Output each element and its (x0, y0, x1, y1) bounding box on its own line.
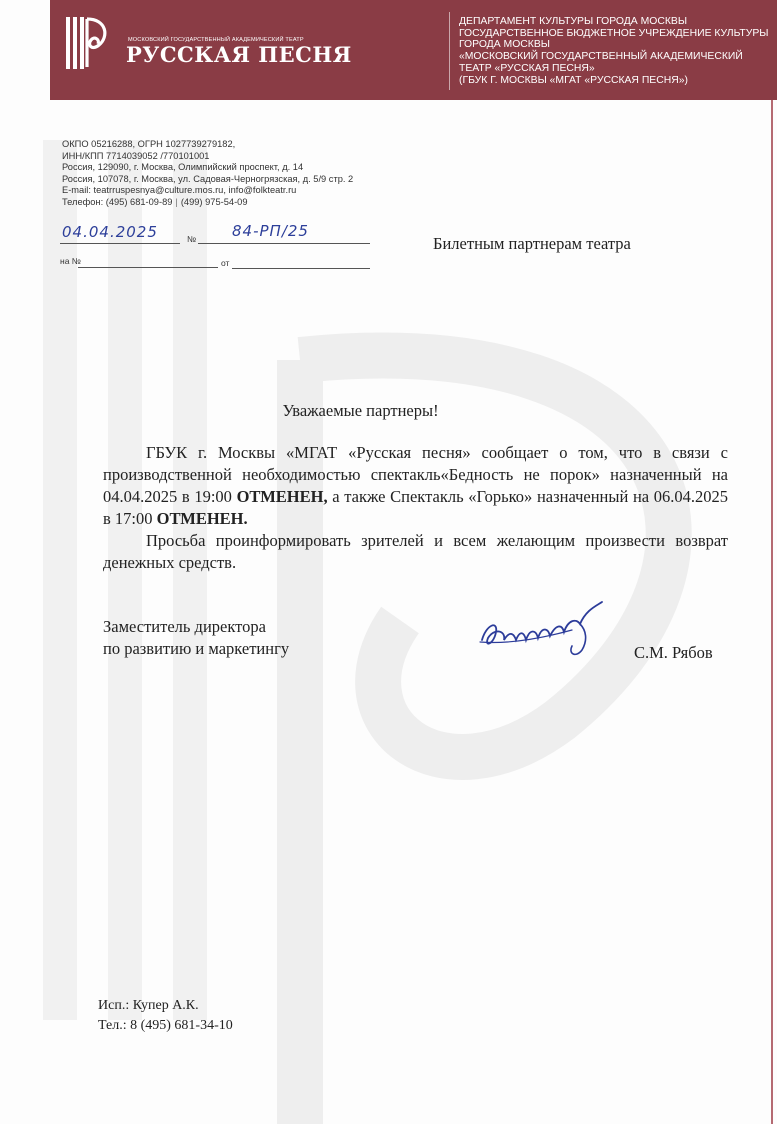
outgoing-number-row (60, 222, 375, 247)
signer-position-line: Заместитель директора (103, 617, 266, 636)
cancel-status-1: ОТМЕНЕН, (236, 487, 328, 506)
handwritten-number: 84-РП/25 (232, 222, 309, 240)
phone-primary: Телефон: (495) 681-09-89 (62, 196, 173, 207)
body-text-1: ГБУК г. Москвы «МГАТ «Русская песня» сообщает о том, что в связи с производственной необходимостью спектакль«Бедность не порок» назначенный на 04.04.2025 в 19:00 (103, 443, 728, 506)
signer-name: С.М. Рябов (634, 643, 713, 662)
executor-phone: Тел.: 8 (495) 681-34-10 (98, 1017, 233, 1033)
requisites-line: Россия, 107078, г. Москва, ул. Садовая-Черногрязская, д. 5/9 стр. 2 (62, 173, 354, 184)
phone-separator: | (175, 196, 178, 207)
letterhead-band (50, 0, 777, 100)
body-paragraph-request: Просьба проинформировать зрителей и всем желающим произвести возврат денежных средств. (103, 531, 728, 572)
dept-line: (ГБУК Г. МОСКВЫ «МГАТ «РУССКАЯ ПЕСНЯ») (459, 74, 688, 86)
handwritten-signature-icon (476, 600, 611, 660)
dept-line: ТЕАТР «РУССКАЯ ПЕСНЯ» (459, 62, 595, 74)
logo-caption: МОСКОВСКИЙ ГОСУДАРСТВЕННЫЙ АКАДЕМИЧЕСКИЙ ТЕАТР (128, 37, 304, 43)
signer-position-line: по развитию и маркетингу (103, 639, 290, 658)
recipient: Билетным партнерам театра (433, 234, 631, 253)
greeting-text: Уважаемые партнеры! (282, 401, 439, 420)
requisites-line: ОКПО 05216288, ОГРН 1027739279182, (62, 139, 236, 149)
theatre-logo-icon (65, 17, 109, 69)
requisites-block (62, 139, 353, 209)
requisites-line: E-mail: teatrruspesnya@culture.mos.ru, info@folkteatr.ru (62, 185, 297, 196)
reference-underline (78, 267, 218, 268)
dept-line: «МОСКОВСКИЙ ГОСУДАРСТВЕННЫЙ АКАДЕМИЧЕСКИЙ (459, 51, 743, 63)
executor-name: Исп.: Купер А.К. (98, 998, 199, 1013)
dept-line: ГОРОДА МОСКВЫ (459, 39, 550, 51)
logo-title: РУССКАЯ ПЕСНЯ (126, 42, 352, 67)
letter-body (103, 442, 728, 574)
department-block (459, 16, 769, 86)
reference-date-underline (232, 268, 370, 269)
header-divider (449, 12, 450, 90)
phone-secondary: (499) 975-54-09 (180, 196, 248, 207)
date-underline (60, 243, 180, 244)
reference-from-label: от (221, 258, 230, 268)
signer-position (103, 616, 289, 660)
side-border (771, 100, 773, 1124)
dept-line: ДЕПАРТАМЕНТ КУЛЬТУРЫ ГОРОДА МОСКВЫ (459, 16, 688, 27)
body-text-2: а также Спектакль «Горько» назначенный на 06.04.2025 в 17:00 (103, 487, 729, 528)
executor-block (98, 996, 233, 1035)
body-paragraph (103, 442, 728, 530)
number-underline (198, 243, 370, 244)
cancel-status-2: ОТМЕНЕН. (156, 509, 248, 528)
number-label: № (187, 234, 197, 244)
phone-line (62, 197, 353, 209)
dept-line: ГОСУДАРСТВЕННОЕ БЮДЖЕТНОЕ УЧРЕЖДЕНИЕ КУЛЬТУРЫ (459, 27, 769, 39)
handwritten-date: 04.04.2025 (62, 223, 158, 241)
reference-label: на № (60, 256, 81, 266)
greeting (0, 401, 777, 421)
requisites-line: ИНН/КПП 7714039052 /770101001 (62, 150, 210, 161)
requisites-line: Россия, 129090, г. Москва, Олимпийский проспект, д. 14 (62, 162, 304, 173)
